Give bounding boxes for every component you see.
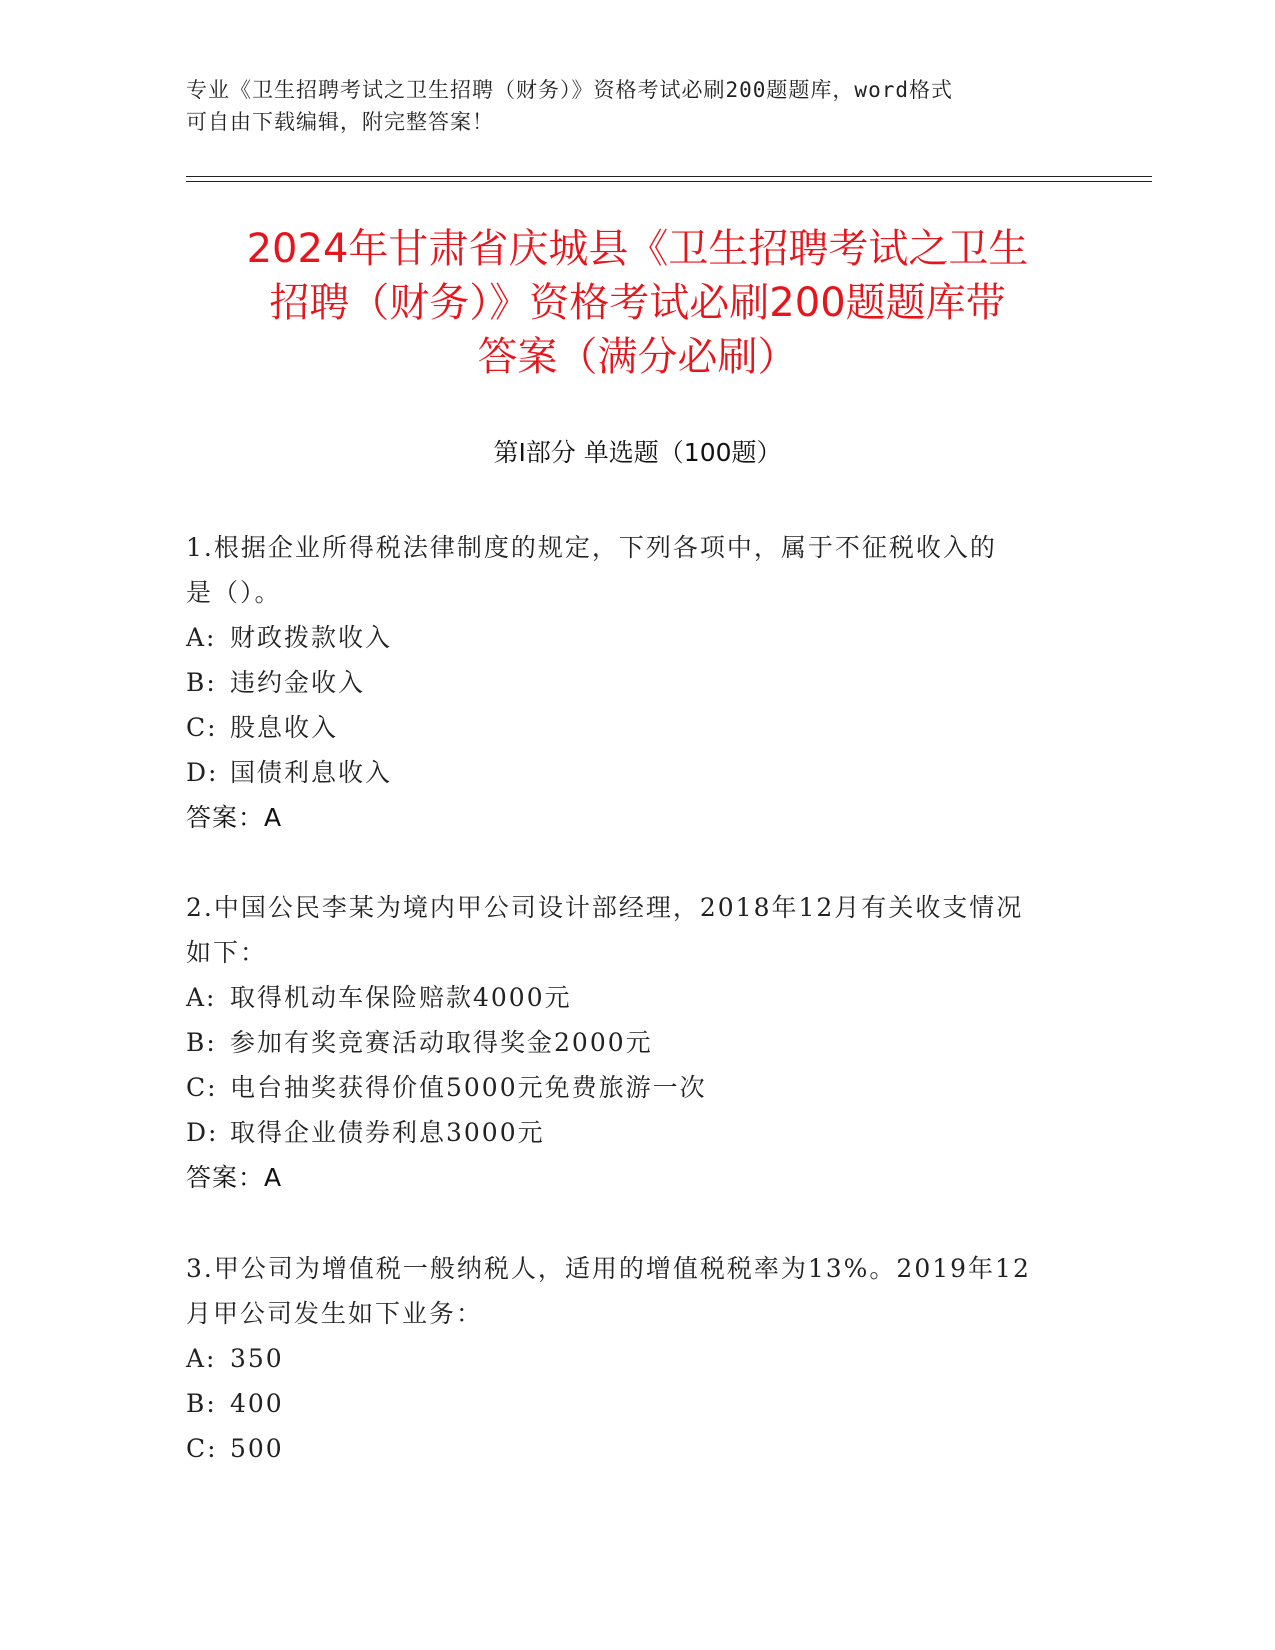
answer-label: 答案：A — [186, 803, 283, 832]
question-stem-line: 月甲公司发生如下业务： — [186, 1299, 484, 1328]
question-1 — [186, 525, 1086, 841]
header-note — [186, 74, 1066, 138]
question-stem — [186, 885, 1086, 975]
option-key: C: — [186, 1073, 218, 1102]
option-text: 400 — [230, 1389, 284, 1418]
header-note-line: 可自由下载编辑，附完整答案！ — [186, 110, 494, 134]
answer-label: 答案：A — [186, 1163, 283, 1192]
option-text: 财政拨款收入 — [230, 623, 393, 652]
section-title: 第Ⅰ部分 单选题（100题） — [493, 438, 782, 467]
question-stem-line: 如下： — [186, 938, 268, 967]
question-stem-line: 2.中国公民李某为境内甲公司设计部经理，2018年12月有关收支情况 — [186, 893, 1024, 922]
option-a — [186, 615, 1086, 660]
option-text: 取得企业债券利息3000元 — [230, 1118, 545, 1147]
option-d — [186, 750, 1086, 795]
title-line: 2024年甘肃省庆城县《卫生招聘考试之卫生 — [246, 226, 1029, 272]
option-text: 350 — [230, 1344, 284, 1373]
question-stem-line: 是（）。 — [186, 578, 282, 607]
option-text: 参加有奖竞赛活动取得奖金2000元 — [230, 1028, 653, 1057]
option-key: A: — [186, 983, 217, 1012]
option-key: A: — [186, 1344, 217, 1373]
title-line: 答案（满分必刷） — [477, 334, 798, 380]
question-stem-line: 1.根据企业所得税法律制度的规定，下列各项中，属于不征税收入的 — [186, 533, 997, 562]
option-key: B: — [186, 668, 217, 697]
option-text: 电台抽奖获得价值5000元免费旅游一次 — [230, 1073, 707, 1102]
question-stem — [186, 1246, 1086, 1336]
option-a — [186, 975, 1086, 1020]
question-stem-line: 3.甲公司为增值税一般纳税人，适用的增值税税率为13%。2019年12 — [186, 1254, 1031, 1283]
option-key: D: — [186, 758, 219, 787]
option-b — [186, 1381, 1086, 1426]
option-d — [186, 1110, 1086, 1155]
option-text: 国债利息收入 — [230, 758, 393, 787]
option-b — [186, 1020, 1086, 1065]
option-text: 取得机动车保险赔款4000元 — [230, 983, 572, 1012]
option-key: C: — [186, 1434, 218, 1463]
question-3 — [186, 1246, 1086, 1471]
option-c — [186, 1426, 1086, 1471]
document-title — [150, 222, 1125, 384]
header-divider — [186, 176, 1152, 177]
title-line: 招聘（财务）》资格考试必刷200题题库带 — [269, 280, 1006, 326]
option-c — [186, 705, 1086, 750]
option-text: 股息收入 — [230, 713, 339, 742]
option-text: 违约金收入 — [230, 668, 366, 697]
question-stem — [186, 525, 1086, 615]
option-c — [186, 1065, 1086, 1110]
question-2 — [186, 885, 1086, 1201]
option-key: B: — [186, 1389, 217, 1418]
option-key: D: — [186, 1118, 219, 1147]
header-divider — [186, 181, 1152, 182]
option-text: 500 — [230, 1434, 284, 1463]
header-note-line: 专业《卫生招聘考试之卫生招聘（财务）》资格考试必刷200题题库，word格式 — [186, 78, 953, 102]
option-b — [186, 660, 1086, 705]
option-key: C: — [186, 713, 218, 742]
option-key: B: — [186, 1028, 217, 1057]
option-key: A: — [186, 623, 217, 652]
option-a — [186, 1336, 1086, 1381]
